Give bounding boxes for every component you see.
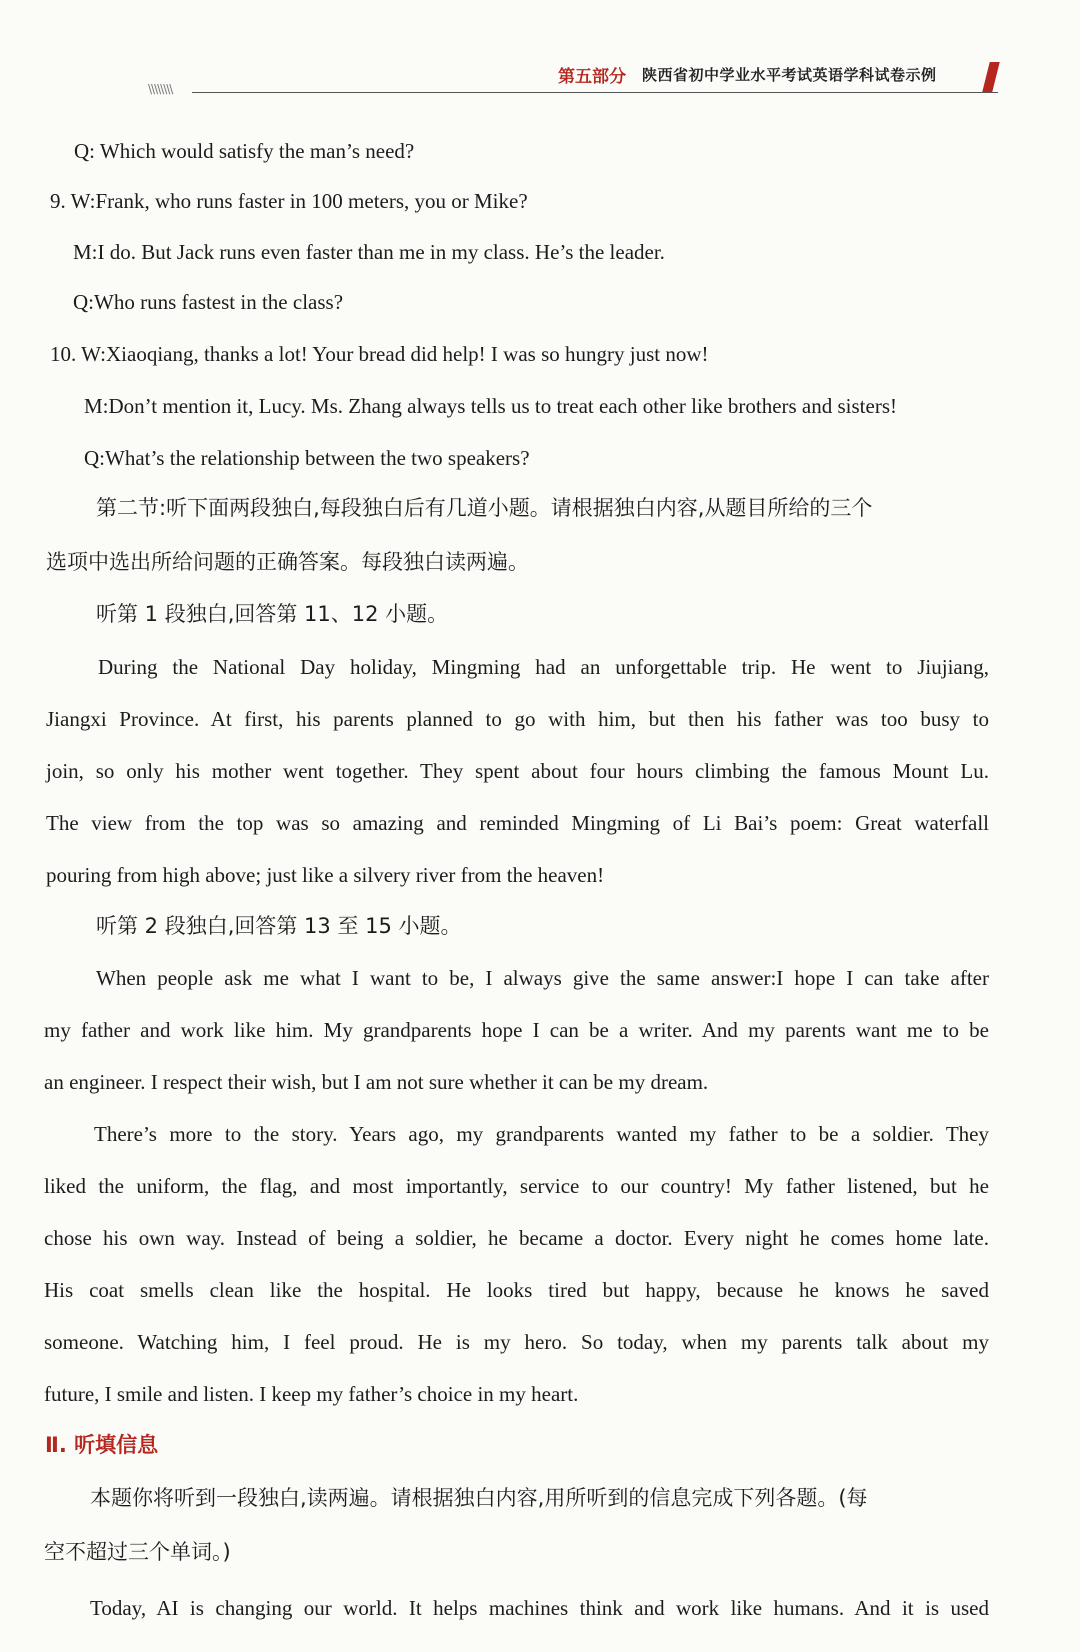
dialogue-10-q: Q:What’s the relationship between the two speakers? [84,446,530,470]
monologue-2-p2-line4: His coat smells clean like the hospital. He looks tired but happy, because he knows he saved [44,1278,989,1302]
monologue-1-instruction: 听第 1 段独白,回答第 11、12 小题。 [96,602,449,626]
monologue-2-p1-line2: my father and work like him. My grandparents hope I can be a writer. And my parents want me to be [44,1018,989,1042]
header-hatch-decoration: \\\\\\\\ [148,82,173,96]
monologue-1-line1: During the National Day holiday, Mingming had an unforgettable trip. He went to Jiujiang, [98,655,989,679]
dialogue-9-q: Q:Who runs fastest in the class? [73,290,344,314]
running-header [148,62,998,98]
monologue-2-p2-line2: liked the uniform, the flag, and most importantly, service to our country! My father listened, but he [44,1174,989,1198]
monologue-2-p1-line1: When people ask me what I want to be, I always give the same answer:I hope I can take after [96,966,989,990]
section-2-heading: Ⅱ. 听填信息 [45,1433,159,1457]
monologue-2-p2-line6: future, I smile and listen. I keep my father’s choice in my heart. [44,1382,579,1406]
header-red-tab [982,62,999,92]
monologue-1-line4: The view from the top was so amazing and reminded Mingming of Li Bai’s poem: Great waterfall [46,811,989,835]
header-series-title: 陕西省初中学业水平考试英语学科试卷示例 [642,66,937,84]
section-2-instruction-a: 本题你将听到一段独白,读两遍。请根据独白内容,用所听到的信息完成下列各题。(每 [90,1486,868,1510]
header-rule [192,92,998,93]
section-2-instruction-line2: 选项中选出所给问题的正确答案。每段独白读两遍。 [46,550,529,574]
monologue-1-line2: Jiangxi Province. At first, his parents planned to go with him, but then his father was too busy to [46,707,989,731]
ai-passage-line1: Today, AI is changing our world. It helps machines think and work like humans. And it is used [90,1596,989,1620]
section-2-instruction-b: 空不超过三个单词。) [44,1540,231,1564]
dialogue-10-w: 10. W:Xiaoqiang, thanks a lot! Your bread did help! I was so hungry just now! [50,342,709,366]
header-part-label: 第五部分 [558,67,626,87]
dialogue-9-m: M:I do. But Jack runs even faster than me in my class. He’s the leader. [73,240,665,264]
dialogue-9-w: 9. W:Frank, who runs faster in 100 meters, you or Mike? [50,189,528,213]
monologue-2-p2-line3: chose his own way. Instead of being a soldier, he became a doctor. Every night he comes home late. [44,1226,989,1250]
monologue-1-line3: join, so only his mother went together. They spent about four hours climbing the famous Mount Lu. [46,759,989,783]
monologue-2-p1-line3: an engineer. I respect their wish, but I am not sure whether it can be my dream. [44,1070,709,1094]
monologue-1-line5: pouring from high above; just like a silvery river from the heaven! [46,863,605,887]
section-2-instruction-line1: 第二节:听下面两段独白,每段独白后有几道小题。请根据独白内容,从题目所给的三个 [96,496,873,520]
question-8-q: Q: Which would satisfy the man’s need? [74,139,415,163]
monologue-2-instruction: 听第 2 段独白,回答第 13 至 15 小题。 [96,914,462,938]
dialogue-10-m: M:Don’t mention it, Lucy. Ms. Zhang always tells us to treat each other like brothers and sisters! [84,394,897,418]
monologue-2-p2-line5: someone. Watching him, I feel proud. He is my hero. So today, when my parents talk about my [44,1330,989,1354]
monologue-2-p2-line1: There’s more to the story. Years ago, my grandparents wanted my father to be a soldier. They [94,1122,989,1146]
